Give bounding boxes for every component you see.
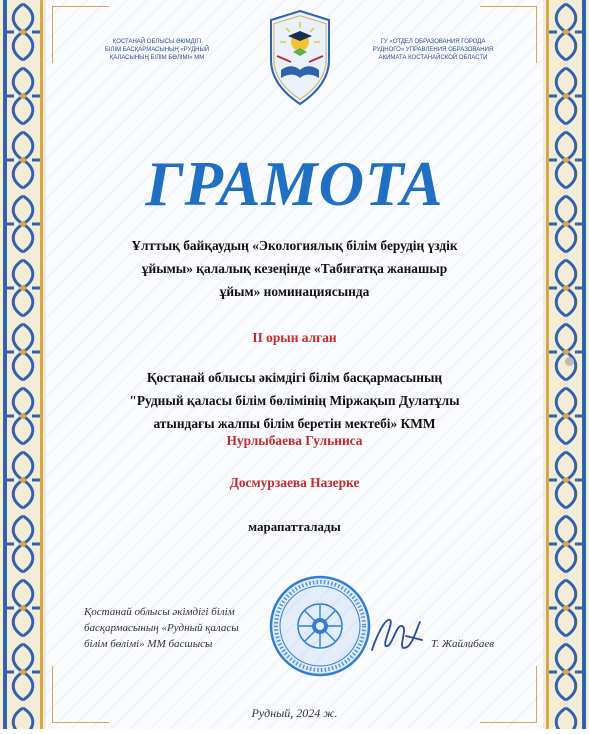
signatory-name: Т. Жайлибаев (431, 638, 494, 650)
official-seal-icon (268, 574, 372, 678)
org-line: АКИМАТА КОСТАНАЙСКОЙ ОБЛАСТИ (378, 55, 488, 61)
org-line: РУДНОГО» УПРАВЛЕНИЯ ОБРАЗОВАНИЯ (372, 47, 494, 53)
indicator-dot (565, 357, 574, 366)
signatory-position-line: Қостанай облысы әкімдігі білім (84, 606, 235, 618)
school-line: "Рудный қаласы білім бөлімінің Міржақып Дулатұлы (129, 393, 460, 408)
school-line: Қостанай облысы әкімдігі білім басқармасының (146, 370, 443, 385)
signatory-position-line: білім бөлімі» ММ басшысы (84, 638, 213, 650)
certificate-title: ГРАМОТА (145, 149, 444, 219)
intro-line: Ұлттық байқаудың «Экологиялық білім берудің үздік (131, 238, 458, 253)
education-emblem-icon (263, 8, 337, 108)
intro-line: ұйымы» қалалық кезеңінде «Табиғатқа жанашыр (141, 261, 448, 276)
intro-line: ұйым» номинациясында (219, 284, 370, 299)
header-org-left (88, 38, 226, 62)
place-date: Рудный, 2024 ж. (251, 706, 338, 720)
school-line: атындағы жалпы білім беретін мектебі» КММ (153, 416, 436, 431)
org-line: ҚАЛАСЫНЫҢ БІЛІМ БӨЛІМІ» ММ (109, 55, 205, 61)
place-line: ІІ орын алған (252, 330, 337, 345)
awarded-text: марапатталады (248, 519, 341, 534)
org-line: ГУ «ОТДЕЛ ОБРАЗОВАНИЯ ГОРОДА (380, 39, 486, 45)
teacher-name: Нурлыбаева Гульниса (226, 433, 363, 448)
handwritten-signature-icon (368, 610, 426, 658)
org-line: БІЛІМ БАСҚАРМАСЫНЫҢ «РУДНЫЙ (104, 47, 210, 53)
header-org-right (360, 38, 506, 62)
left-ornament-border (0, 0, 46, 729)
signatory-position-line: басқармасының «Рудный қаласы (84, 622, 239, 634)
student-name: Досмурзаева Назерке (229, 475, 360, 490)
org-line: ҚОСТАНАЙ ОБЛЫСЫ ӘКІМДІГІ (112, 39, 202, 45)
